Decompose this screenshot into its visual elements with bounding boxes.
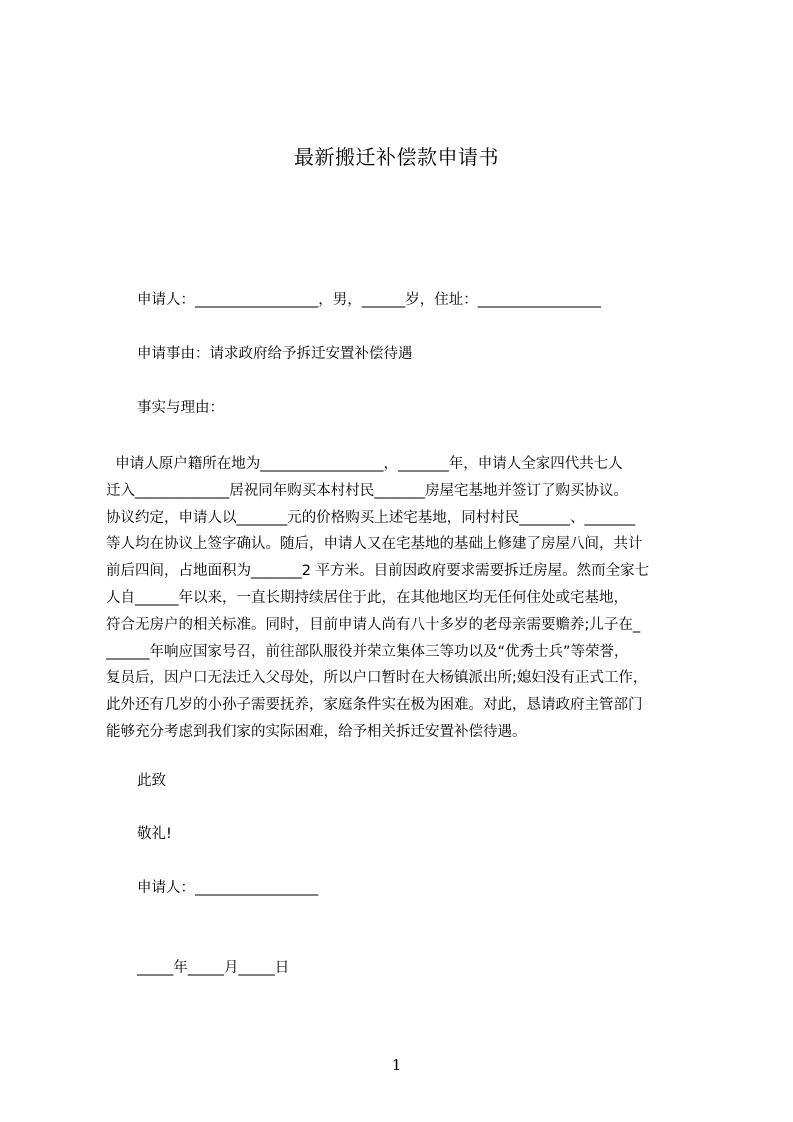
body-line: 等人均在协议上签字确认。随后，申请人又在宅基地的基础上修建了房屋八间，共计 xyxy=(106,536,643,553)
body-line: 前后四间，占地面积为_______2 平方米。目前因政府要求需要拆迁房屋。然而全家七 xyxy=(106,563,650,580)
signature-line: 申请人：_________________ xyxy=(137,880,319,896)
body-line: 协议约定，申请人以_______元的价格购买上述宅基地，同村村民_______、_______ xyxy=(106,509,636,526)
body-line: 复员后，因户口无法迁入父母处，所以户口暂时在大杨镇派出所;媳妇没有正式工作， xyxy=(106,670,648,687)
reason-line: 申请事由：请求政府给予拆迁安置补偿待遇 xyxy=(137,346,413,362)
page-number: 1 xyxy=(391,1056,402,1074)
body-line: ______年响应国家号召，前往部队服役并荣立集体三等功以及“优秀士兵”等荣誉， xyxy=(106,643,629,660)
body-line: 人自______年以来，一直长期持续居住于此，在其他地区均无任何住处或宅基地， xyxy=(106,589,628,606)
applicant-line: 申请人：_________________，男，______岁，住址：_________________ xyxy=(137,292,601,308)
facts-heading: 事实与理由： xyxy=(137,400,224,416)
date-line: _____年_____月_____日 xyxy=(137,960,290,976)
body-line: 能够充分考虑到我们家的实际困难，给予相关拆迁安置补偿待遇。 xyxy=(106,723,527,740)
body-line: 符合无房户的相关标准。同时，目前申请人尚有八十多岁的老母亲需要赡养;儿子在_ xyxy=(106,616,641,633)
facts-body xyxy=(106,451,698,746)
document-title: 最新搬迁补偿款申请书 xyxy=(294,145,499,169)
body-line: 申请人原户籍所在地为_________________，_______年，申请人全家四代共七人 xyxy=(106,456,623,472)
closing-salutation: 此致 xyxy=(137,773,166,789)
body-line: 此外还有几岁的小孙子需要抚养，家庭条件实在极为困难。对此，恳请政府主管部门 xyxy=(106,697,643,714)
closing-respect: 敬礼! xyxy=(137,826,172,842)
body-line: 迁入_____________居祝同年购买本村村民_______房屋宅基地并签订了购买协议。 xyxy=(106,482,628,499)
